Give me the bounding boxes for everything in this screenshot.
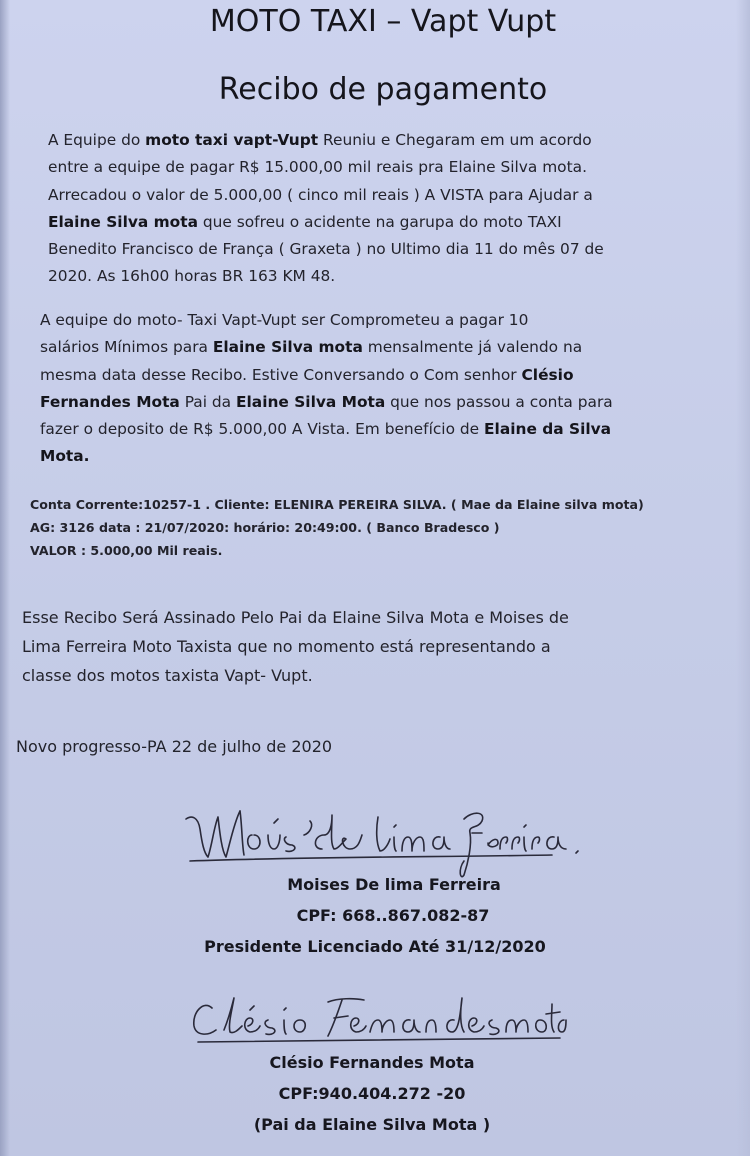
text-line: entre a equipe de pagar R$ 15.000,00 mil reais pra Elaine Silva mota. [48, 158, 587, 177]
text-line: salários Mínimos para Elaine Silva mota mensalmente já valendo na [40, 338, 583, 357]
text-line: 2020. As 16h00 horas BR 163 KM 48. [48, 267, 336, 286]
text-line: A equipe do moto- Taxi Vapt-Vupt ser Comprometeu a pagar 10 [40, 311, 529, 329]
text-line: Elaine Silva mota que sofreu o acidente na garupa do moto TAXI [48, 212, 562, 231]
signatory-1-block [0, 869, 750, 962]
paper-shadow-left [0, 0, 10, 1156]
paragraph-agreement [48, 127, 604, 291]
text-line: fazer o deposito de R$ 5.000,00 A Vista. Em benefício de Elaine da Silva [40, 420, 612, 439]
signatory-2-block [0, 1047, 747, 1140]
paragraph-signatures-note [22, 603, 569, 690]
text-line: mesma data desse Recibo. Estive Conversando o Com senhor Clésio [40, 365, 574, 384]
text-line: Benedito Francisco de França ( Graxeta ) no Ultimo dia 11 do mês 07 de [48, 240, 604, 259]
signatory-1-cpf: CPF: 668..867.082-87 [296, 906, 490, 925]
signatory-1-role: Presidente Licenciado Até 31/12/2020 [204, 937, 546, 956]
signatory-2-role: (Pai da Elaine Silva Mota ) [253, 1115, 491, 1134]
value-line: VALOR : 5.000,00 Mil reais. [30, 543, 223, 559]
paragraph-commitment [40, 307, 613, 471]
paper-shadow-right [736, 0, 750, 1156]
signatory-2-cpf: CPF:940.404.272 -20 [278, 1084, 466, 1103]
signature-clesio [188, 990, 568, 1050]
place-and-date: Novo progresso-PA 22 de julho de 2020 [16, 737, 333, 756]
text-line: Arrecadou o valor de 5.000,00 ( cinco mil reais ) A VISTA para Ajudar a [48, 185, 593, 204]
signatory-2-name: Clésio Fernandes Mota [269, 1053, 475, 1072]
agency-date-line: AG: 3126 data : 21/07/2020: horário: 20:49:00. ( Banco Bradesco ) [30, 520, 500, 536]
signatory-1-name: Moises De lima Ferreira [287, 875, 501, 894]
text-line: Esse Recibo Será Assinado Pelo Pai da Elaine Silva Mota e Moises de [22, 608, 569, 627]
text-line: Fernandes Mota Pai da Elaine Silva Mota que nos passou a conta para [40, 392, 613, 411]
text-line: Mota. [40, 447, 90, 466]
text-line: A Equipe do moto taxi vapt-Vupt Reuniu e Chegaram em um acordo [48, 131, 592, 149]
document-title: MOTO TAXI – Vapt Vupt [209, 4, 557, 39]
bank-details [30, 493, 644, 563]
account-line: Conta Corrente:10257-1 . Cliente: ELENIRA PEREIRA SILVA. ( Mae da Elaine silva mota) [30, 497, 644, 512]
text-line: Lima Ferreira Moto Taxista que no momento está representando a [22, 637, 551, 656]
document-subtitle: Recibo de pagamento [218, 72, 548, 107]
text-line: classe dos motos taxista Vapt- Vupt. [22, 666, 313, 685]
